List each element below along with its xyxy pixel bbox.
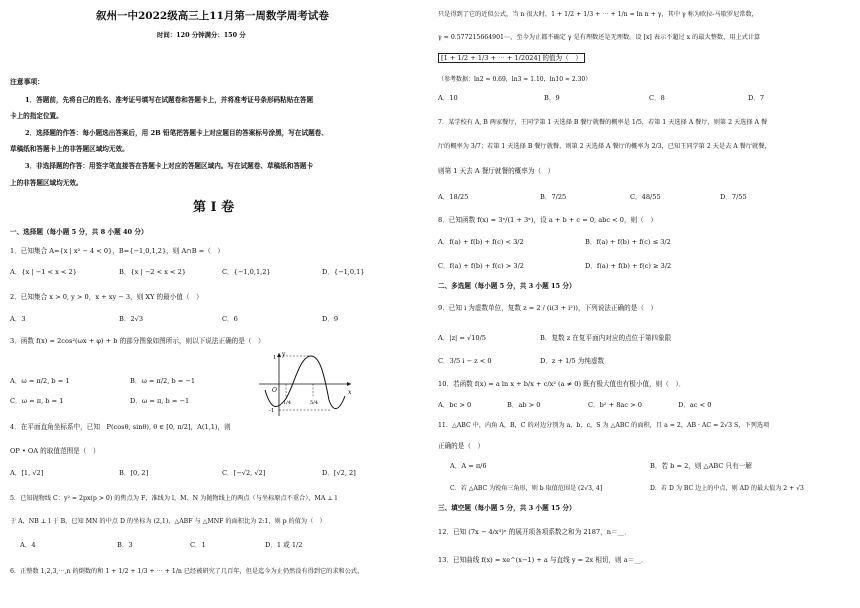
floor-bracket-expression: [1 + 1/2 + 1/3 + ⋯ + 1/2024] 的值为（ ）: [438, 53, 585, 63]
x-axis-label: x: [348, 389, 352, 396]
question-5-option-c: C．1: [190, 541, 206, 549]
question-13-stem: 13．已知曲线 f(x) = xe^(x−1) + a 与直线 y = 2x 相切，则 a＝__．: [438, 556, 648, 564]
question-11-line-2: 正确的是（ ）: [438, 442, 485, 450]
left-column: [0, 0, 425, 608]
question-6-line-1: 6．正整数 1,2,3,⋯,n 的倒数的和 1 + 1/2 + 1/3 + ⋯ + 1/n 已经被研究了几百年，但是迄今为止仍然没有得到它的求和公式，: [10, 568, 364, 575]
question-10-stem: 10．若函数 f(x) = a ln x + b/x + c/x² (a ≠ 0) 既有极大值也有极小值，则（ ）．: [438, 380, 686, 388]
question-6-option-c: C．8: [649, 94, 665, 102]
question-10-option-d: D．ac < 0: [678, 401, 712, 409]
section-title: 第 I 卷: [193, 200, 235, 215]
question-2-option-b: B．2√3: [119, 315, 144, 323]
y-axis-label: y: [282, 351, 286, 358]
question-7-line-1: 7．某学校有 A, B 两家餐厅，王同学第 1 天选择 B 餐厅就餐的概率是 1/5，若第 1 天选择 A 餐厅，则第 2 天选择 A 餐: [438, 119, 768, 126]
question-10-option-b: B．ab > 0: [507, 401, 541, 409]
tick-label-quarter: 1/4: [283, 400, 292, 406]
note-line: 上的非答题区域均无效。: [10, 179, 83, 187]
question-8-option-d: D．f(a) + f(b) + f(c) ≥ 3/2: [585, 262, 672, 270]
question-1-stem: 1．已知集合 A={x | x² − 4 < 0}，B={−1,0,1,2}，则 A∩B =（ ）: [10, 247, 225, 255]
question-6-option-a: A．10: [438, 94, 458, 102]
question-6-option-b: B．9: [544, 94, 560, 102]
question-5-line-2: 于 A，NB ⊥ l 于 B，已知 MN 的中点 D 的坐标为 (2,1)，△ABF 与 △MNF 的面积比为 2:1，则 p 的值为（ ）: [10, 518, 326, 525]
note-line: 草稿纸和答题卡上的非答题区域均无效。: [10, 145, 129, 153]
question-5-option-b: B．3: [117, 541, 133, 549]
tick-label-five-quarter: 5/4: [310, 400, 319, 406]
question-8-option-b: B．f(a) + f(b) + f(c) ≤ 3/2: [585, 238, 671, 246]
x-axis-arrow: [347, 382, 351, 386]
question-2-option-c: C．6: [222, 315, 238, 323]
exam-subtitle: 时间：120 分钟满分：150 分: [157, 31, 246, 39]
question-9-option-a: A．|z| = √10/5: [438, 334, 486, 342]
question-1-option-c: C．{−1,0,1,2}: [222, 268, 271, 276]
y-axis-arrow: [277, 353, 281, 357]
question-4-stem-b: OP • OA 的取值范围是（ ）: [10, 447, 100, 455]
question-9-option-d: D．z + 1/5 为纯虚数: [540, 357, 605, 365]
question-5-line-1: 5．已知抛物线 C：y² = 2px(p > 0) 的焦点为 F，准线为 l，M、N 为抛物线上的两点（与坐标原点不重合），MA ⊥ l: [10, 495, 338, 502]
question-6-reference-data: （参考数据：ln2 ≈ 0.69，ln3 ≈ 1.10，ln10 ≈ 2.30）: [438, 76, 592, 83]
cosine-graph-figure: [255, 350, 355, 418]
note-line: 3．非选择题的作答：用签字笔直接答在答题卡上对应的答题区域内。写在试题卷、草稿纸和答题卡: [25, 162, 314, 170]
question-8-stem: 8．已知函数 f(x) = 3ˣ/(1 + 3ˣ)，设 a + b + c = 0, abc < 0，则（ ）: [438, 216, 657, 224]
question-11-line-1: 11．△ABC 中，内角 A，B，C 的对边分别为 a，b，c，S 为 △ABC 的面积，且 a = 2，AB · AC = 2√3 S，下列选项: [438, 422, 770, 429]
right-column: [430, 0, 855, 608]
question-7-option-c: C．48/55: [630, 193, 661, 201]
question-9-option-c: C．3/5 i − z < 0: [438, 357, 492, 365]
tick-label-neg1: -1: [269, 408, 275, 414]
question-10-option-c: C．b² + 8ac > 0: [588, 401, 642, 409]
question-11-option-c: C．若 △ABC 为锐角三角形，则 b 取值范围是 (2√3, 4]: [450, 485, 603, 492]
question-3-stem: 3．函数 f(x) = 2cos²(ωx + φ) + b 的部分图象如图所示，则以下说法正确的是（ ）: [10, 337, 265, 345]
question-11-option-a: A．A = π/6: [450, 462, 487, 470]
part1-heading: 一、选择题（每小题 5 分，共 8 小题 40 分）: [10, 228, 148, 236]
question-4-option-c: C．[−√2, √2]: [222, 469, 266, 477]
question-6-line-4: [438, 54, 585, 63]
question-2-stem: 2．已知集合 x > 0, y > 0，x + xy − 3，则 XY 的最小值（ ）: [10, 293, 203, 301]
question-2-option-a: A．3: [10, 315, 26, 323]
part3-heading: 三、填空题（每小题 5 分，共 3 小题 15 分）: [438, 504, 576, 512]
question-7-option-d: D．7/55: [720, 193, 747, 201]
question-12-stem: 12．已知 (7x − 4/x³)ⁿ 的展开项各项系数之和为 2187，n＝__．: [438, 528, 631, 536]
question-7-option-a: A．18/25: [438, 193, 469, 201]
question-10-option-a: A．bc > 0: [438, 401, 472, 409]
question-7-option-b: B．7/25: [540, 193, 567, 201]
part2-heading: 二、多选题（每小题 5 分，共 3 小题 15 分）: [438, 282, 576, 290]
question-1-option-b: B．{x | −2 < x < 2}: [119, 268, 187, 276]
question-4-option-b: B．[0, 2]: [119, 469, 149, 477]
tick-label-1: 1: [273, 355, 277, 361]
question-9-option-b: B．复数 z 在复平面内对应的点位于第四象限: [540, 334, 672, 342]
question-6-line-2: 只是得到了它的近似公式，当 n 很大时，1 + 1/2 + 1/3 + ⋯ + 1/n ≈ ln n + γ，其中 γ 称为欧拉-马歇罗尼常数，: [438, 11, 758, 18]
question-3-option-d: D．ω = π, b = −1: [130, 397, 190, 405]
note-line: 1．答题前，先将自己的姓名、准考证号填写在试题卷和答题卡上，并将准考证号条形码粘贴在答题: [25, 96, 314, 104]
question-5-option-a: A．4: [20, 541, 36, 549]
question-9-stem: 9．已知 i 为虚数单位，复数 z = 2 / (i(3 + i²))，下列说法正确的是（ ）: [438, 304, 658, 312]
note-line: 卡上的指定位置。: [10, 112, 63, 120]
cosine-curve: [265, 356, 345, 409]
question-6-option-d: D．7: [748, 94, 765, 102]
notes-heading: 注意事项：: [10, 78, 44, 86]
question-2-option-d: D．9: [322, 315, 339, 323]
note-line: 2．选择题的作答：每小题选出答案后，用 2B 铅笔把答题卡上对应题目的答案标号涂黑，写在试题卷、: [25, 129, 328, 137]
question-1-option-a: A．{x | −1 < x < 2}: [10, 268, 77, 276]
origin-label: O: [272, 387, 277, 394]
question-3-option-a: A．ω = π/2, b = 1: [10, 377, 70, 385]
question-6-line-3: γ ≈ 0.577215664901⋯，至今为止都不确定 γ 是有理数还是无理数。设 [x] 表示不超过 x 的最大整数，用上式计算: [438, 34, 761, 41]
question-4-stem: 4．在平面直角坐标系中，已知 P(cosθ, sinθ), θ ∈ [0, π/2]，A(1,1)，则: [10, 423, 231, 431]
question-8-option-c: C．f(a) + f(b) + f(c) > 3/2: [438, 262, 525, 270]
exam-title: 叙州一中2022级高三上11月第一周数学周考试卷: [96, 10, 329, 22]
question-7-line-2: 厅的概率为 3/7；若第 1 天选择 B 餐厅就餐，则第 2 天选择 A 餐厅的概率为 2/3，已知王同学第 2 天是去 A 餐厅就餐，: [438, 143, 771, 150]
question-5-option-d: D．1 或 1/2: [265, 541, 303, 549]
question-4-option-d: D．[√2, 2]: [322, 469, 356, 477]
question-7-line-3: 则第 1 天去 A 餐厅就餐的概率为（ ）: [438, 167, 555, 175]
question-8-option-a: A．f(a) + f(b) + f(c) < 3/2: [438, 238, 524, 246]
question-1-option-d: D．{−1,0,1}: [322, 268, 365, 276]
question-4-option-a: A．[1, √2]: [10, 469, 44, 477]
question-3-option-c: C．ω = π, b = 1: [10, 397, 64, 405]
question-11-option-d: D．若 D 为 BC 边上的中点，则 AD 的最大值为 2 + √3: [650, 485, 804, 492]
question-11-option-b: B．若 b = 2，则 △ABC 只有一解: [650, 462, 752, 470]
question-3-option-b: B．ω = π/2, b = −1: [130, 377, 196, 385]
